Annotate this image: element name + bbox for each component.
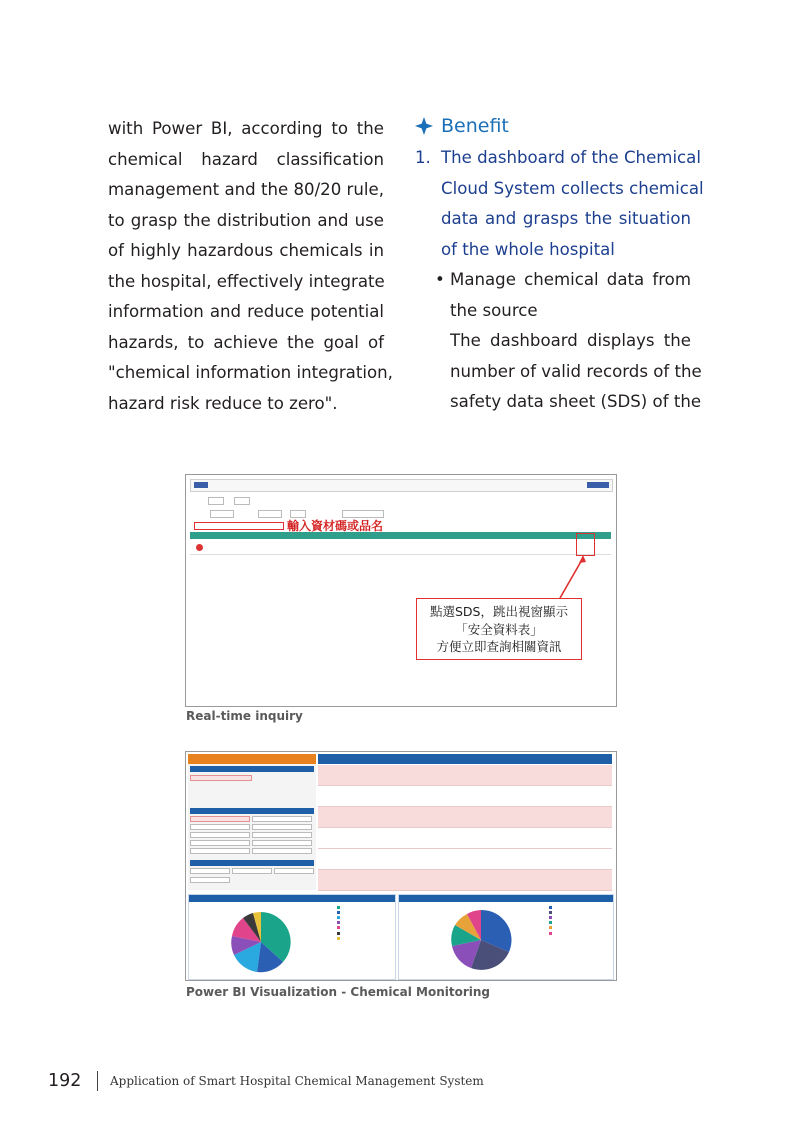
text-line: "chemical information integration, xyxy=(108,363,393,382)
callout-line: 點選SDS，跳出視窗顯示 xyxy=(430,604,568,619)
table-header-bar xyxy=(190,532,611,539)
legend-item xyxy=(337,915,342,920)
home-icon xyxy=(194,482,208,488)
filter-field-icon xyxy=(258,510,282,518)
table-row xyxy=(318,828,612,849)
text-line: number of valid records of the xyxy=(450,361,702,381)
delete-icon xyxy=(196,544,203,551)
table-row xyxy=(318,849,612,870)
filter-chip xyxy=(190,840,250,846)
filter-field-icon xyxy=(210,510,234,518)
running-footer-title: Application of Smart Hospital Chemical Management System xyxy=(110,1074,484,1088)
bullet-dot: • xyxy=(435,270,445,289)
table-header-bar xyxy=(318,754,612,764)
filter-chip xyxy=(190,877,230,883)
filter-field-icon xyxy=(208,497,224,505)
text-line: hazard risk reduce to zero". xyxy=(108,393,338,413)
text-line: information and reduce potential xyxy=(108,302,384,321)
text-line: hazards, to achieve the goal of xyxy=(108,332,384,352)
text-line: Cloud System collects chemical xyxy=(441,178,704,198)
right-text-column xyxy=(415,112,704,418)
text-line: data and grasps the situation xyxy=(441,209,691,228)
text-line: chemical hazard classification xyxy=(108,149,384,169)
pie-panel-right xyxy=(398,894,614,980)
table-row xyxy=(318,765,612,786)
pie-chart-left xyxy=(189,895,395,979)
text-line: of highly hazardous chemicals in xyxy=(108,241,384,260)
app-toolbar xyxy=(190,479,613,492)
benefit-heading-text: Benefit xyxy=(441,115,509,137)
text-line: The dashboard displays the xyxy=(450,331,691,350)
numbered-item xyxy=(415,143,704,265)
figure-caption: Power BI Visualization - Chemical Monitoring xyxy=(186,985,490,999)
filter-chip xyxy=(252,816,312,822)
filter-chip xyxy=(274,868,314,874)
footer-divider xyxy=(97,1071,98,1091)
pie-panel-left xyxy=(188,894,396,980)
panel-subheader xyxy=(190,808,314,814)
panel-subheader xyxy=(190,766,314,772)
table-row xyxy=(318,870,612,891)
panel-subheader xyxy=(190,860,314,866)
filter-panel xyxy=(188,754,316,890)
filter-chip xyxy=(190,824,250,830)
callout-line: 「安全資料表」 xyxy=(455,621,543,637)
item-number: 1. xyxy=(415,148,431,167)
filter-chip xyxy=(190,775,252,781)
filter-chip xyxy=(252,832,312,838)
text-line: to grasp the distribution and use xyxy=(108,210,384,230)
search-hint-box xyxy=(194,522,284,530)
realtime-inquiry-screenshot xyxy=(185,474,617,707)
pie-chart-right xyxy=(399,895,613,979)
callout-line: 方便立即查詢相關資訊 xyxy=(436,639,562,654)
filter-chip xyxy=(190,868,230,874)
pie-legend-left xyxy=(337,905,342,941)
page-number: 192 xyxy=(48,1071,82,1091)
left-text-column xyxy=(108,114,393,419)
powerbi-dashboard-screenshot xyxy=(185,751,617,981)
panel-title-bar xyxy=(188,754,316,764)
legend-item xyxy=(549,915,554,920)
filter-chip xyxy=(252,824,312,830)
benefit-heading xyxy=(415,112,691,140)
table-row xyxy=(318,807,612,828)
sds-highlight-box xyxy=(576,533,595,556)
filter-chip xyxy=(232,868,272,874)
body-paragraph xyxy=(108,114,393,419)
text-line: the source xyxy=(450,300,538,320)
filter-chip xyxy=(252,848,312,854)
chemical-table xyxy=(318,754,612,890)
figure-caption: Real-time inquiry xyxy=(186,709,303,723)
text-line: Manage chemical data from xyxy=(450,270,691,289)
sds-callout-box xyxy=(416,598,582,660)
four-point-star-icon xyxy=(415,117,433,135)
text-line: of the whole hospital xyxy=(441,239,615,259)
annotation-red-label: 輸入資材碼或品名 xyxy=(287,519,384,533)
filter-chip xyxy=(252,840,312,846)
text-line: with Power BI, according to the xyxy=(108,119,384,138)
text-line: the hospital, effectively integrate xyxy=(108,271,385,291)
legend-item xyxy=(549,931,554,936)
toolbar-button-icon xyxy=(587,482,609,488)
filter-chip xyxy=(190,832,250,838)
table-row xyxy=(318,786,612,807)
bullet-item xyxy=(415,265,702,418)
filter-chip xyxy=(190,848,250,854)
table-row xyxy=(190,542,611,555)
filter-field-icon xyxy=(234,497,250,505)
legend-item xyxy=(337,936,342,941)
text-line: The dashboard of the Chemical xyxy=(441,148,701,167)
text-line: management and the 80/20 rule, xyxy=(108,180,384,199)
filter-chip xyxy=(190,816,250,822)
text-line: safety data sheet (SDS) of the xyxy=(450,392,702,411)
pie-legend-right xyxy=(549,905,554,936)
